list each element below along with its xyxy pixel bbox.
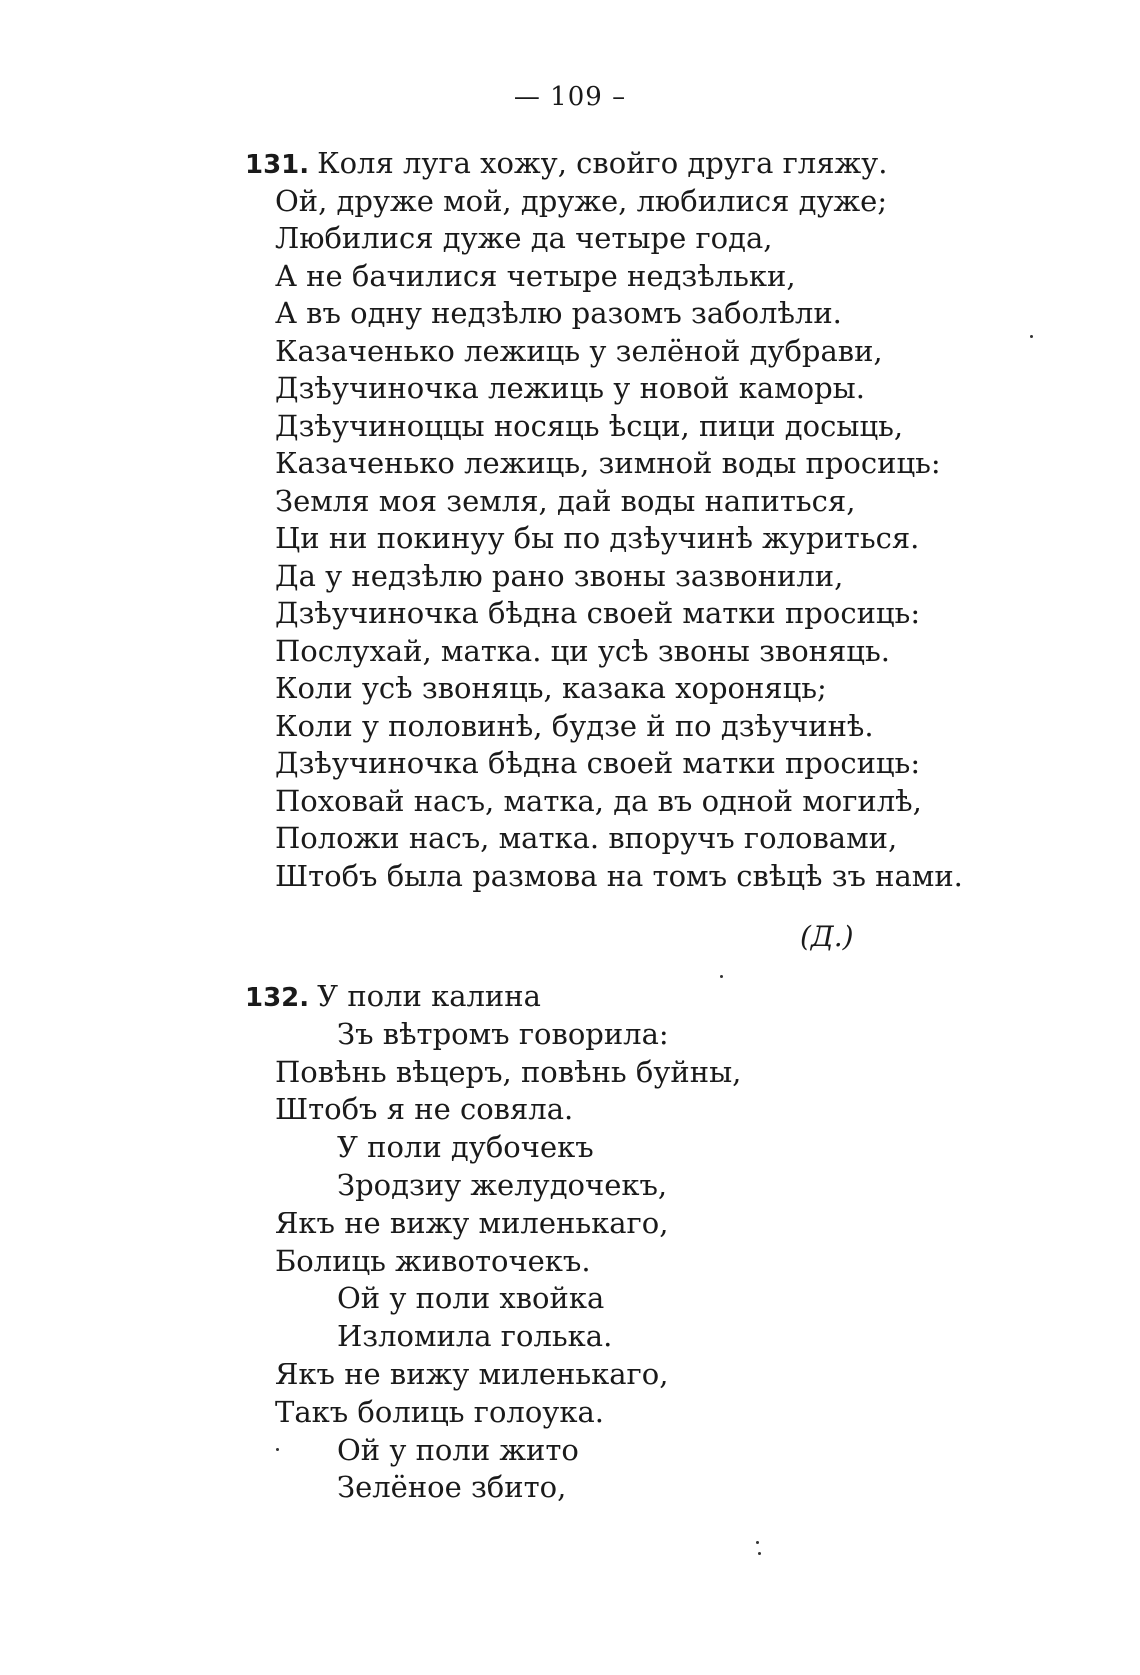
poem-line: Дзѣучиночка лежиць у новой каморы. — [275, 371, 865, 405]
poem-line: Поховай насъ, матка, да въ одной могилѣ, — [275, 783, 922, 818]
poem-line: А не бачилися четыре недзѣльки, — [275, 258, 796, 293]
poem-line: У поли дубочекъ — [337, 1130, 594, 1165]
poem-line: Дзѣучиноццы носяць ѣсци, пици досыць, — [275, 408, 904, 443]
poem-line: 131. Коля луга хожу, свойго друга гляжу. — [245, 146, 888, 180]
scan-speck — [1030, 335, 1033, 338]
poem-line: Положи насъ, матка. впоручъ головами, — [275, 821, 898, 855]
poem-line: Якъ не вижу миленькаго, — [275, 1205, 669, 1240]
poem-132 — [245, 978, 1005, 1507]
poem-line: Якъ не вижу миленькаго, — [275, 1356, 669, 1391]
poem-line: Ой, друже мой, друже, любилися дуже; — [275, 183, 888, 218]
poem-line: Казаченько лежиць, зимной воды просиць: — [275, 446, 941, 480]
poem-line: Штобъ была размова на томъ свѣцѣ зъ нами. — [275, 858, 963, 893]
poem-line: Казаченько лежиць у зелёной дубрави, — [275, 333, 883, 368]
poem-line: Ой у поли хвойка — [337, 1281, 605, 1316]
poem-line: Повѣнь вѣцеръ, повѣнь буйны, — [275, 1054, 742, 1089]
poem-line: А въ одну недзѣлю разомъ заболѣли. — [275, 296, 842, 330]
poem-line: Зъ вѣтромъ говорила: — [337, 1016, 669, 1051]
scan-speck — [758, 1552, 761, 1555]
poem-line: Да у недзѣлю рано звоны зазвонили, — [275, 558, 844, 593]
scan-speck — [720, 975, 723, 978]
scan-speck — [756, 1541, 759, 1544]
poem-line: Ци ни покинуу бы по дзѣучинѣ журиться. — [275, 521, 920, 555]
poem-line: Дзѣучиночка бѣдна своей матки просиць: — [275, 596, 921, 630]
poem-line: Дзѣучиночка бѣдна своей матки просиць: — [275, 746, 921, 780]
poem-line: Штобъ я не совяла. — [275, 1092, 574, 1127]
poem-line: Любилися дуже да четыре года, — [275, 221, 773, 255]
poem-line: Ой у поли жито — [337, 1432, 579, 1467]
poem-131 — [245, 145, 1005, 895]
scan-speck — [276, 1448, 279, 1451]
poem-number: 131. — [245, 150, 310, 180]
attribution: (Д.) — [800, 920, 854, 953]
poem-line: Болиць животочекъ. — [275, 1243, 591, 1278]
poem-line: Земля моя земля, дай воды напиться, — [275, 483, 856, 518]
poem-number: 132. — [245, 983, 310, 1013]
page-number: — 109 – — [513, 82, 627, 112]
poem-line: Коли усѣ звоняць, казака хороняць; — [275, 671, 827, 705]
poem-line: 132. У поли калина — [245, 979, 541, 1013]
poem-line: Зелёное збито, — [337, 1470, 567, 1505]
poem-line: Такъ болиць голоука. — [275, 1394, 604, 1429]
poem-line: Послухай, матка. ци усѣ звоны звоняць. — [275, 633, 890, 668]
poem-line: Коли у половинѣ, будзе й по дзѣучинѣ. — [275, 708, 874, 743]
poem-line: Зродзиу желудочекъ, — [337, 1167, 668, 1202]
poem-line: Изломила голька. — [337, 1319, 613, 1354]
